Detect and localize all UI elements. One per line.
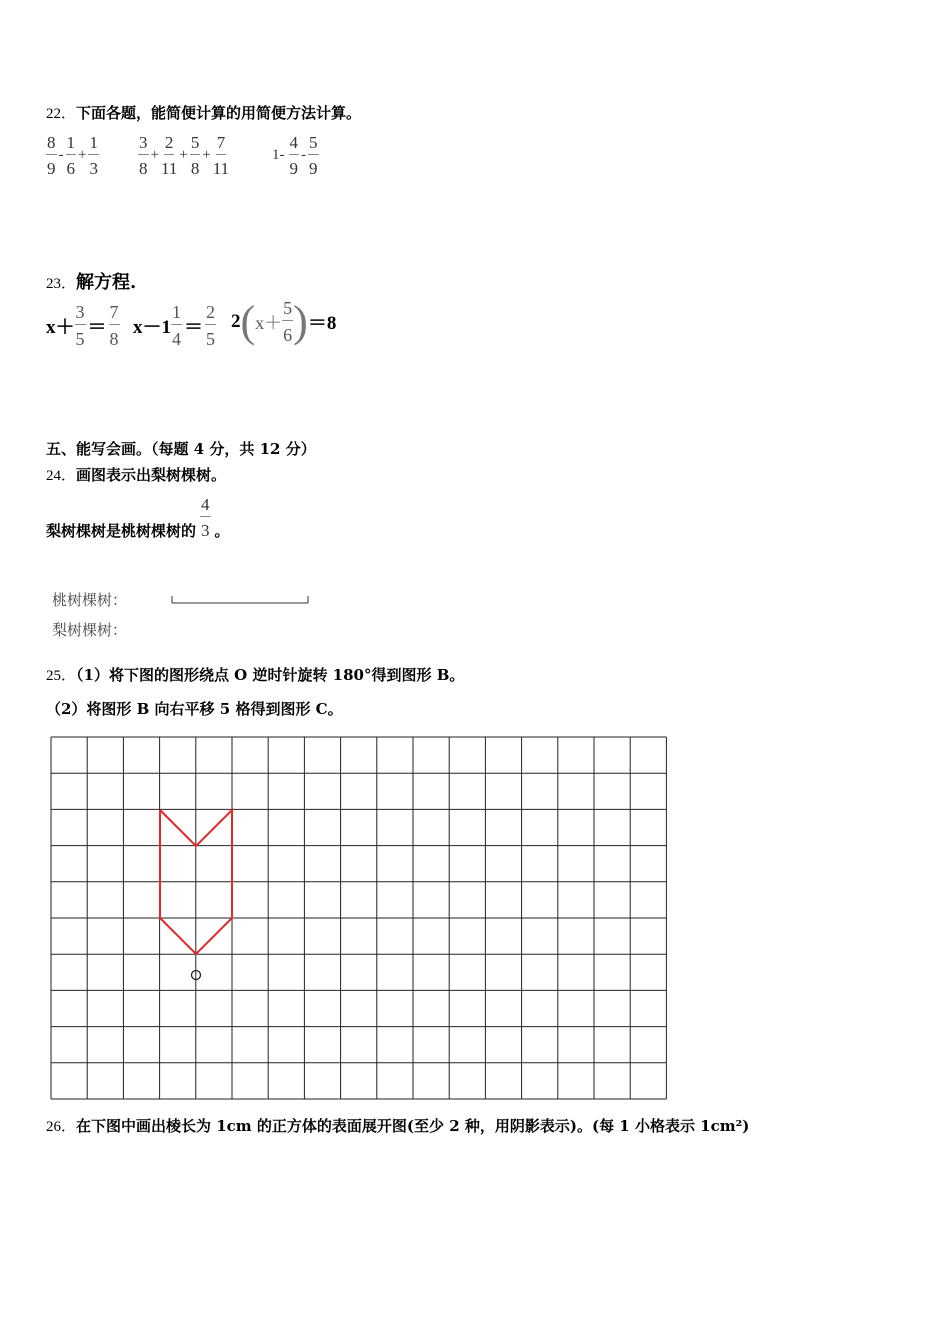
equals-sign: ＝ xyxy=(184,317,204,338)
q22-expression-3 xyxy=(270,134,319,177)
q22-expression-1 xyxy=(46,134,99,177)
statement-text: 梨树棵树是桃树棵树的 xyxy=(46,522,197,540)
question-text: 画图表示出梨树棵树。 xyxy=(76,466,227,484)
equals-sign: ＝ xyxy=(87,317,107,338)
equation-term: 2 xyxy=(231,310,241,332)
fraction: 5 6 xyxy=(283,298,293,345)
rotation-grid xyxy=(50,736,670,1102)
operator: - xyxy=(301,147,306,163)
fraction: 7 8 xyxy=(109,302,119,349)
equals-eight: ＝8 xyxy=(307,313,337,334)
fraction: 4 3 xyxy=(201,495,210,540)
leading-term: 1- xyxy=(272,147,285,163)
question-number: 23． xyxy=(46,276,77,292)
operator: - xyxy=(58,147,64,163)
q24-statement xyxy=(46,494,230,541)
grid-lines xyxy=(51,737,666,1099)
fraction: 2 5 xyxy=(206,302,216,349)
fraction: 3 5 xyxy=(75,302,85,349)
fraction: 5 9 xyxy=(309,133,318,178)
peach-tree-segment xyxy=(170,594,312,606)
operator: + xyxy=(150,147,159,163)
q22-expression-2 xyxy=(138,134,229,177)
operator: + xyxy=(179,147,188,163)
fraction: 4 9 xyxy=(289,133,298,178)
equation-3 xyxy=(231,296,337,346)
question-text-1: （1）将下图的图形绕点 O 逆时针旋转 180°得到图形 B。 xyxy=(76,666,465,684)
fraction: $\frac{2}{11}$ xyxy=(160,133,178,178)
operator: + xyxy=(202,147,211,163)
fraction: 1 4 xyxy=(172,302,182,349)
question-25-title xyxy=(46,664,464,685)
equation-term: x＋ xyxy=(46,317,75,338)
pear-tree-label: 梨树棵树： xyxy=(52,621,128,639)
question-number: 22． xyxy=(46,106,77,122)
equation-1 xyxy=(46,303,120,348)
question-number: 25． xyxy=(46,668,77,684)
question-25-line-2: （2）将图形 B 向右平移 5 格得到图形 C。 xyxy=(46,700,343,718)
operator: + xyxy=(78,147,87,163)
fraction: 1 6 xyxy=(66,133,75,178)
question-text: 解方程. xyxy=(76,272,137,293)
left-paren: ( xyxy=(240,296,256,346)
question-22-title xyxy=(46,102,361,123)
fraction: $\frac{1}{3}$ xyxy=(89,133,98,178)
question-number: 24． xyxy=(46,468,77,484)
equation-term: x＋ xyxy=(255,312,283,333)
question-23-title xyxy=(46,268,136,294)
fraction: 8 9 xyxy=(47,133,56,178)
question-text: 在下图中画出棱长为 1cm 的正方体的表面展开图(至少 2 种，用阴影表示)。(每 1 小格表示 1cm²) xyxy=(76,1117,750,1135)
question-26-title xyxy=(46,1115,749,1136)
question-number: 26． xyxy=(46,1119,77,1135)
statement-end: 。 xyxy=(214,522,230,540)
peach-tree-label: 桃树棵树： xyxy=(52,591,128,609)
question-text: 下面各题，能简便计算的用简便方法计算。 xyxy=(76,104,362,122)
fraction: $\frac{5}{8}$ xyxy=(190,133,200,178)
section-5-heading: 五、能写会画。（每题 4 分，共 12 分） xyxy=(46,440,316,458)
equation-term: x－1 xyxy=(133,317,172,338)
right-paren: ) xyxy=(293,296,308,346)
equation-2 xyxy=(133,303,216,348)
fraction: 3 8 xyxy=(139,133,148,178)
question-24-title xyxy=(46,464,226,485)
fraction: $\frac{7}{11}$ xyxy=(212,133,230,178)
